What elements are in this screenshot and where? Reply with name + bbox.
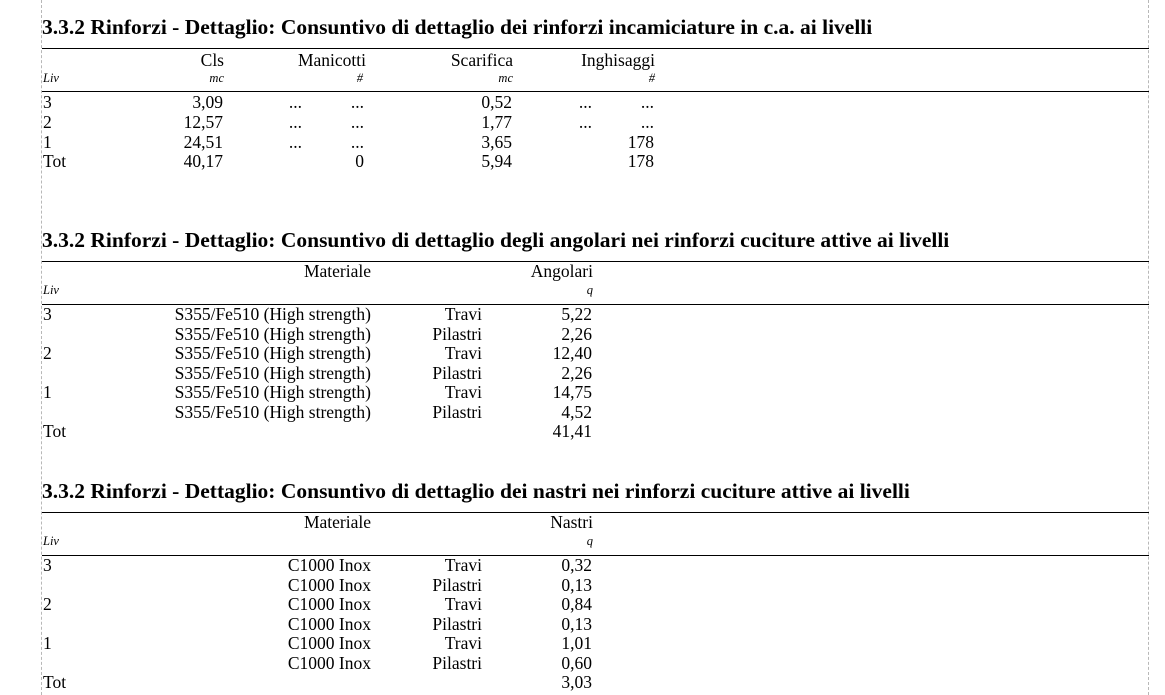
cell-liv: 3 <box>43 555 52 575</box>
cell-materiale: C1000 Inox <box>287 594 371 614</box>
col-header-cls: Cls <box>200 50 224 70</box>
cell-angolari: 12,40 <box>552 343 592 363</box>
header-bottom-rule <box>42 555 1149 556</box>
section-title: 3.3.2 Rinforzi - Dettaglio: Consuntivo di dettaglio degli angolari nei rinforzi cuciture attive ai livelli <box>42 228 950 252</box>
cell-angolari: 5,22 <box>561 304 592 324</box>
col-header-nastri: Nastri <box>550 512 593 532</box>
cell-inghisaggi-a: ... <box>578 92 592 112</box>
cell-liv-total: Tot <box>43 151 67 171</box>
col-header-materiale: Materiale <box>303 512 371 532</box>
cell-liv-total: Tot <box>43 672 67 692</box>
cell-nastri: 0,13 <box>561 614 592 634</box>
cell-materiale: S355/Fe510 (High strength) <box>174 402 371 422</box>
section-title: 3.3.2 Rinforzi - Dettaglio: Consuntivo di dettaglio dei nastri nei rinforzi cuciture attive ai livelli <box>42 479 910 503</box>
header-top-rule <box>42 512 1149 513</box>
cell-angolari: 2,26 <box>561 363 592 383</box>
col-unit-manicotti: # <box>356 71 363 85</box>
cell-elemento: Travi <box>444 304 482 324</box>
cell-angolari: 4,52 <box>561 402 592 422</box>
cell-nastri: 1,01 <box>561 633 592 653</box>
cell-materiale: C1000 Inox <box>287 633 371 653</box>
cell-angolari: 14,75 <box>552 382 592 402</box>
cell-liv: 2 <box>43 594 52 614</box>
cell-materiale: C1000 Inox <box>287 653 371 673</box>
cell-liv: 3 <box>43 304 52 324</box>
cell-nastri: 0,84 <box>561 594 592 614</box>
col-unit-scarifica: mc <box>498 71 513 85</box>
cell-materiale: S355/Fe510 (High strength) <box>174 382 371 402</box>
cell-inghisaggi-b: 178 <box>627 151 654 171</box>
header-top-rule <box>42 48 1149 49</box>
section-title: 3.3.2 Rinforzi - Dettaglio: Consuntivo di dettaglio dei rinforzi incamiciature in c.a. ai livelli <box>42 15 873 39</box>
cell-scarifica: 3,65 <box>481 132 512 152</box>
section-nastri <box>42 477 1149 695</box>
cell-elemento: Pilastri <box>432 575 482 595</box>
header-top-rule <box>42 261 1149 262</box>
cell-cls: 12,57 <box>183 112 223 132</box>
cell-materiale: C1000 Inox <box>287 575 371 595</box>
cell-materiale: S355/Fe510 (High strength) <box>174 343 371 363</box>
cell-cls: 24,51 <box>183 132 223 152</box>
col-header-angolari: Angolari <box>530 261 593 281</box>
section-incamiciature <box>42 13 1149 193</box>
cell-cls: 40,17 <box>183 151 223 171</box>
cell-nastri: 0,32 <box>561 555 592 575</box>
cell-liv: 3 <box>43 92 52 112</box>
cell-inghisaggi-b: ... <box>640 92 654 112</box>
cell-elemento: Travi <box>444 555 482 575</box>
cell-elemento: Travi <box>444 343 482 363</box>
cell-scarifica: 0,52 <box>481 92 512 112</box>
cell-manicotti-a: ... <box>288 132 302 152</box>
cell-nastri-total: 3,03 <box>561 672 592 692</box>
col-header-liv: Liv <box>43 71 59 85</box>
cell-inghisaggi-b: 178 <box>627 132 654 152</box>
col-header-inghisaggi: Inghisaggi <box>581 50 655 70</box>
cell-manicotti-a: ... <box>288 92 302 112</box>
cell-cls: 3,09 <box>192 92 223 112</box>
cell-elemento: Pilastri <box>432 324 482 344</box>
col-header-materiale: Materiale <box>303 261 371 281</box>
cell-manicotti-b: ... <box>350 112 364 132</box>
cell-materiale: C1000 Inox <box>287 614 371 634</box>
col-header-liv: Liv <box>43 283 59 297</box>
cell-elemento: Pilastri <box>432 402 482 422</box>
col-unit-inghisaggi: # <box>648 71 655 85</box>
cell-liv: 2 <box>43 112 52 132</box>
cell-elemento: Pilastri <box>432 653 482 673</box>
cell-manicotti-b: 0 <box>355 151 364 171</box>
cell-nastri: 0,13 <box>561 575 592 595</box>
cell-materiale: S355/Fe510 (High strength) <box>174 304 371 324</box>
col-unit-cls: mc <box>209 71 224 85</box>
cell-manicotti-b: ... <box>350 92 364 112</box>
cell-elemento: Travi <box>444 382 482 402</box>
cell-scarifica: 5,94 <box>481 151 512 171</box>
cell-nastri: 0,60 <box>561 653 592 673</box>
cell-manicotti-b: ... <box>350 132 364 152</box>
cell-angolari-total: 41,41 <box>552 421 592 441</box>
cell-liv: 1 <box>43 382 52 402</box>
cell-elemento: Travi <box>444 633 482 653</box>
col-header-liv: Liv <box>43 534 59 548</box>
cell-elemento: Pilastri <box>432 614 482 634</box>
cell-inghisaggi-b: ... <box>640 112 654 132</box>
col-unit-angolari: q <box>586 283 593 297</box>
cell-elemento: Travi <box>444 594 482 614</box>
cell-materiale: C1000 Inox <box>287 555 371 575</box>
cell-liv: 1 <box>43 633 52 653</box>
col-header-scarifica: Scarifica <box>450 50 513 70</box>
cell-inghisaggi-a: ... <box>578 112 592 132</box>
cell-scarifica: 1,77 <box>481 112 512 132</box>
cell-liv: 2 <box>43 343 52 363</box>
cell-liv-total: Tot <box>43 421 67 441</box>
section-angolari <box>42 226 1149 446</box>
cell-angolari: 2,26 <box>561 324 592 344</box>
cell-manicotti-a: ... <box>288 112 302 132</box>
col-header-manicotti: Manicotti <box>297 50 366 70</box>
cell-materiale: S355/Fe510 (High strength) <box>174 324 371 344</box>
cell-materiale: S355/Fe510 (High strength) <box>174 363 371 383</box>
col-unit-nastri: q <box>586 534 593 548</box>
cell-liv: 1 <box>43 132 52 152</box>
cell-elemento: Pilastri <box>432 363 482 383</box>
